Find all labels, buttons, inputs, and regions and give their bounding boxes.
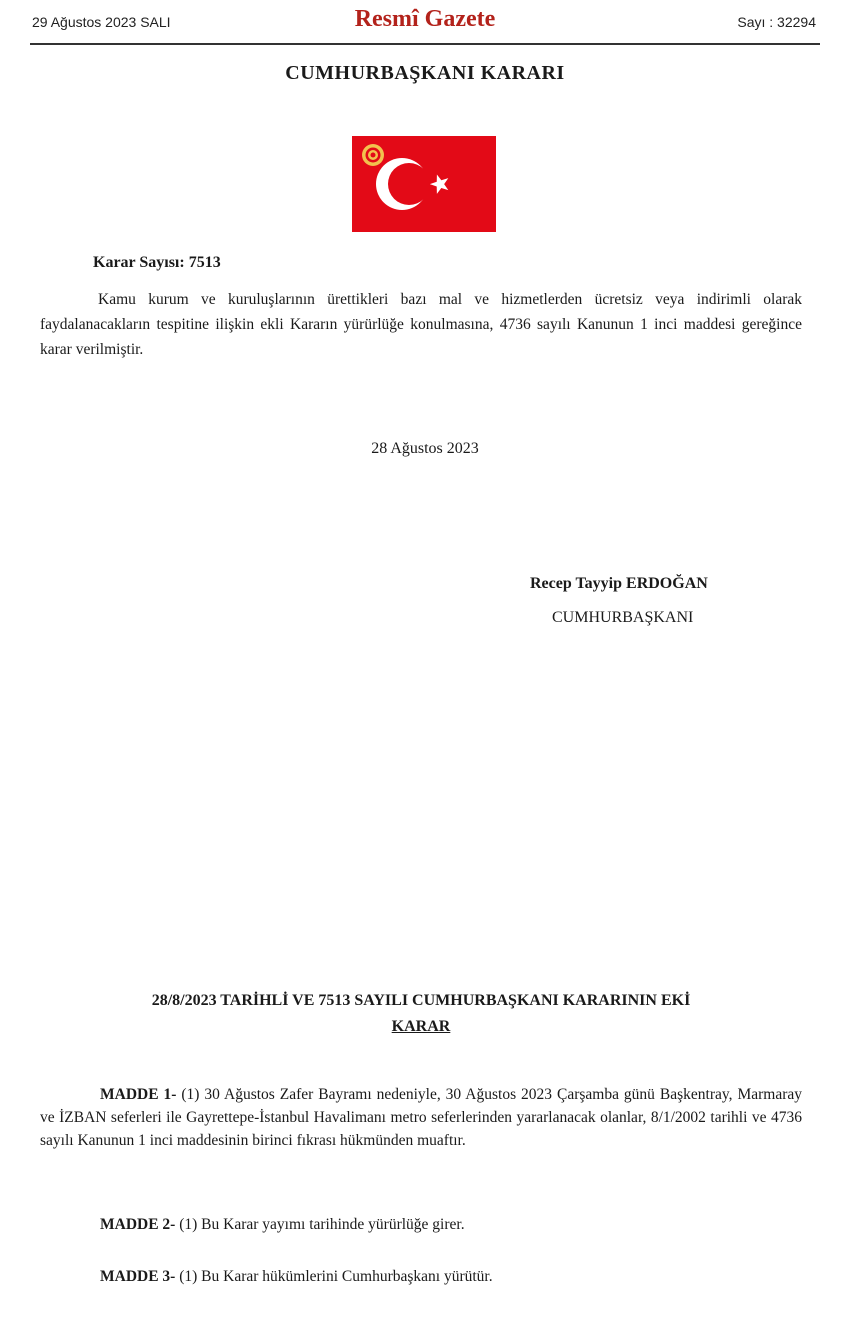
signer-title: CUMHURBAŞKANI — [552, 609, 694, 626]
annex-subtitle: KARAR — [391, 1018, 451, 1035]
article-3 — [40, 1265, 802, 1288]
article-3-label: MADDE 3- — [100, 1268, 176, 1285]
turkish-flag-icon — [352, 136, 496, 232]
article-1-label: MADDE 1- — [100, 1086, 177, 1103]
annex-title: 28/8/2023 TARİHLİ VE 7513 SAYILI CUMHURBAŞKANI KARARININ EKİ — [151, 992, 691, 1009]
signature-date: 28 Ağustos 2023 — [371, 440, 479, 457]
presidential-seal-icon — [362, 144, 384, 166]
article-3-text: (1) Bu Karar hükümlerini Cumhurbaşkanı yürütür. — [175, 1268, 493, 1285]
article-1-text: (1) 30 Ağustos Zafer Bayramı nedeniyle, 30 Ağustos 2023 Çarşamba günü Başkentray, Marmaray ve İZBAN seferleri ile Gayrettepe-İstanbul Havalimanı metro seferlerinden yararlanacak olanlar, 8/1/2002 tarihli ve 4736 sayılı Kanunun 1 inci maddesinin birinci fıkrası hükmünden muaftır. — [40, 1086, 802, 1149]
annex-heading — [40, 988, 802, 1040]
gazette-date: 29 Ağustos 2023 SALI — [32, 14, 171, 30]
article-1 — [40, 1083, 802, 1152]
article-2-text: (1) Bu Karar yayımı tarihinde yürürlüğe girer. — [175, 1216, 465, 1233]
preamble-paragraph: Kamu kurum ve kuruluşlarının ürettikleri bazı mal ve hizmetlerden ücretsiz veya indirimli olarak faydalanacakların tespitine ilişkin ekli Kararın yürürlüğe konulmasına, 4736 sayılı Kanunun 1 inci maddesi gereğince karar verilmiştir. — [40, 291, 802, 358]
document-heading: CUMHURBAŞKANI KARARI — [285, 62, 565, 84]
decision-number: Karar Sayısı: 7513 — [93, 254, 221, 271]
gazette-title: Resmî Gazete — [354, 6, 496, 32]
article-2-label: MADDE 2- — [100, 1216, 176, 1233]
signer-name: Recep Tayyip ERDOĞAN — [530, 575, 708, 592]
gazette-issue-number: Sayı : 32294 — [737, 14, 816, 30]
article-2 — [40, 1213, 802, 1236]
header-divider — [30, 43, 820, 45]
